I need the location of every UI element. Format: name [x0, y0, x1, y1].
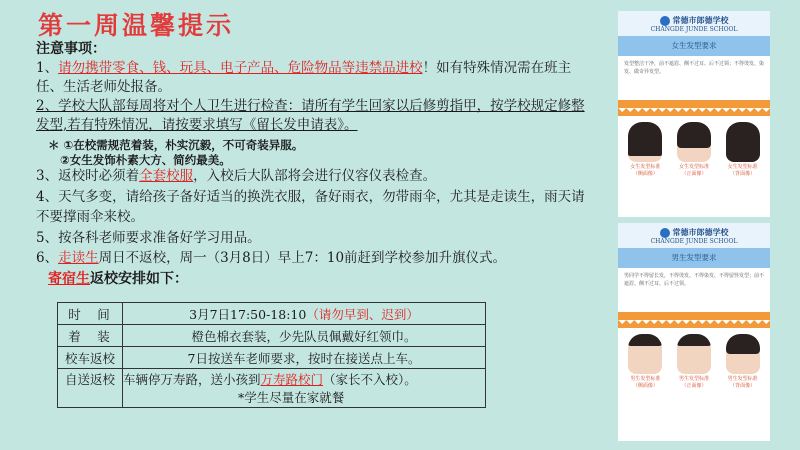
day-student-text: 走读生: [58, 250, 99, 266]
boy-side-photo: [628, 334, 662, 374]
schedule-label: 校车返校: [58, 347, 123, 369]
school-logo-icon: [660, 228, 670, 238]
card-band-title: 男生发型要求: [618, 248, 770, 268]
photo-side: [628, 122, 662, 178]
notice-item-3-rest: ，入校后大队部将会进行仪容仪表检查。: [193, 168, 437, 184]
photo-front: [677, 122, 711, 178]
card-header: [618, 11, 770, 36]
card-header: [618, 223, 770, 248]
schedule-time-text: 3月7日17:50-18:10: [189, 306, 307, 322]
school-name-en: CHANGDE JUNDE SCHOOL: [650, 26, 738, 33]
photo-caption: 女生发型标准（侧面像）: [630, 164, 661, 177]
school-name: 常德市郎德学校: [672, 16, 729, 25]
prohibited-items-text: 请勿携带零食、钱、玩具、电子产品、危险物品等违禁品进校: [58, 60, 423, 76]
zigzag-divider: [618, 100, 770, 116]
boys-hairstyle-card: [618, 223, 770, 441]
notice-section: [36, 40, 598, 135]
self-return-prefix: 车辆停万寿路，送小孩到: [123, 372, 261, 387]
schedule-time-warning: （请勿早到、迟到）: [306, 306, 419, 322]
notice-item-6: [36, 248, 596, 269]
photo-caption: 男生发型标准（侧面像）: [630, 376, 661, 389]
notice-items-list: [36, 166, 596, 269]
card-band-title: 女生发型要求: [618, 36, 770, 56]
hairstyle-photos: [618, 328, 770, 390]
photo-caption: 女生发型标准（正面像）: [678, 164, 709, 177]
card-requirement-text: 发型整洁干净，前不遮眉、侧不过耳、后不过领；不得烫发、染发、做奇异发型。: [618, 56, 770, 100]
notice-item-6-prefix: 6、: [36, 250, 59, 266]
notice-item-3-prefix: 3、返校时必须着: [36, 168, 140, 184]
boy-front-photo: [677, 334, 711, 374]
notice-item-3: [36, 166, 596, 187]
dress-code-line-1: ＊ ①在校需规范着装，朴实沉毅，不可奇装异服。: [48, 138, 304, 152]
boarding-heading: [48, 268, 188, 288]
table-row: [58, 325, 486, 347]
photo-back: [726, 122, 760, 178]
photo-side: [628, 334, 662, 390]
schedule-label: 时 间: [58, 303, 123, 325]
girl-front-photo: [677, 122, 711, 162]
full-uniform-text: 全套校服: [139, 168, 194, 184]
schedule-value: 橙色棉衣套装，少先队员佩戴好红领巾。: [123, 325, 486, 347]
dress-code-notes: [48, 138, 303, 168]
photo-caption: 女生发型标准（背面像）: [727, 164, 758, 177]
school-name-en: CHANGDE JUNDE SCHOOL: [650, 238, 738, 245]
photo-caption: 男生发型标准（背面像）: [727, 376, 758, 389]
schedule-label: 自送返校: [58, 369, 123, 408]
school-name: 常德市郎德学校: [672, 228, 729, 237]
dress-code-line-2: ②女生发饰朴素大方、简约最美。: [60, 153, 231, 167]
self-return-line: [123, 370, 482, 388]
boarding-heading-rest: 返校安排如下：: [90, 271, 188, 287]
notice-item-6-rest: 周日不返校，周一（3月8日）早上7：10前赶到学校参加升旗仪式。: [98, 250, 507, 266]
card-requirement-text: 男同学不得留长发，不得烫发、不得染发、不得留怪发型；前不遮眉、侧不过耳、后不过领。: [618, 268, 770, 312]
photo-caption: 男生发型标准（正面像）: [678, 376, 709, 389]
girl-back-photo: [726, 122, 760, 162]
school-logo-icon: [660, 16, 670, 26]
notice-heading: 注意事项：: [36, 41, 106, 57]
zigzag-divider: [618, 312, 770, 328]
notice-item-1-rest: ！如有特殊情况需在班主任、生活老师处报备。: [36, 60, 572, 95]
boarding-student-keyword: 寄宿生: [48, 271, 90, 287]
boy-back-photo: [726, 334, 760, 374]
girls-hairstyle-card: [618, 11, 770, 217]
wanshou-gate-text: 万寿路校门: [260, 372, 324, 387]
self-return-rest: （家长不入校）。: [323, 372, 417, 387]
schedule-label: 着 装: [58, 325, 123, 347]
schedule-value: [123, 303, 486, 325]
table-row: [58, 303, 486, 325]
photo-front: [677, 334, 711, 390]
notice-item-1-prefix: 1、: [36, 60, 59, 76]
table-row: [58, 369, 486, 408]
notice-item-1: [36, 59, 598, 97]
notice-item-4: 4、天气多变，请给孩子备好适当的换洗衣服，备好雨衣，勿带雨伞，尤其是走读生，雨天请不要撑雨伞来校。: [36, 188, 585, 225]
notice-item-2: 2、学校大队部每周将对个人卫生进行检查：请所有学生回家以后修剪指甲，按学校规定修整发型,若有特殊情况，请按要求填写《留长发申请表》。: [36, 98, 585, 133]
notice-item-5: 5、按各科老师要求准备好学习用品。: [36, 229, 261, 246]
hairstyle-photos: [618, 116, 770, 178]
self-return-note: *学生尽量在家就餐: [238, 390, 345, 405]
girl-side-photo: [628, 122, 662, 162]
schedule-value: [123, 369, 486, 408]
schedule-table: [57, 302, 486, 408]
page-title: 第一周温馨提示: [38, 11, 235, 40]
schedule-value: 7日按送车老师要求，按时在接送点上车。: [123, 347, 486, 369]
photo-back: [726, 334, 760, 390]
table-row: [58, 347, 486, 369]
